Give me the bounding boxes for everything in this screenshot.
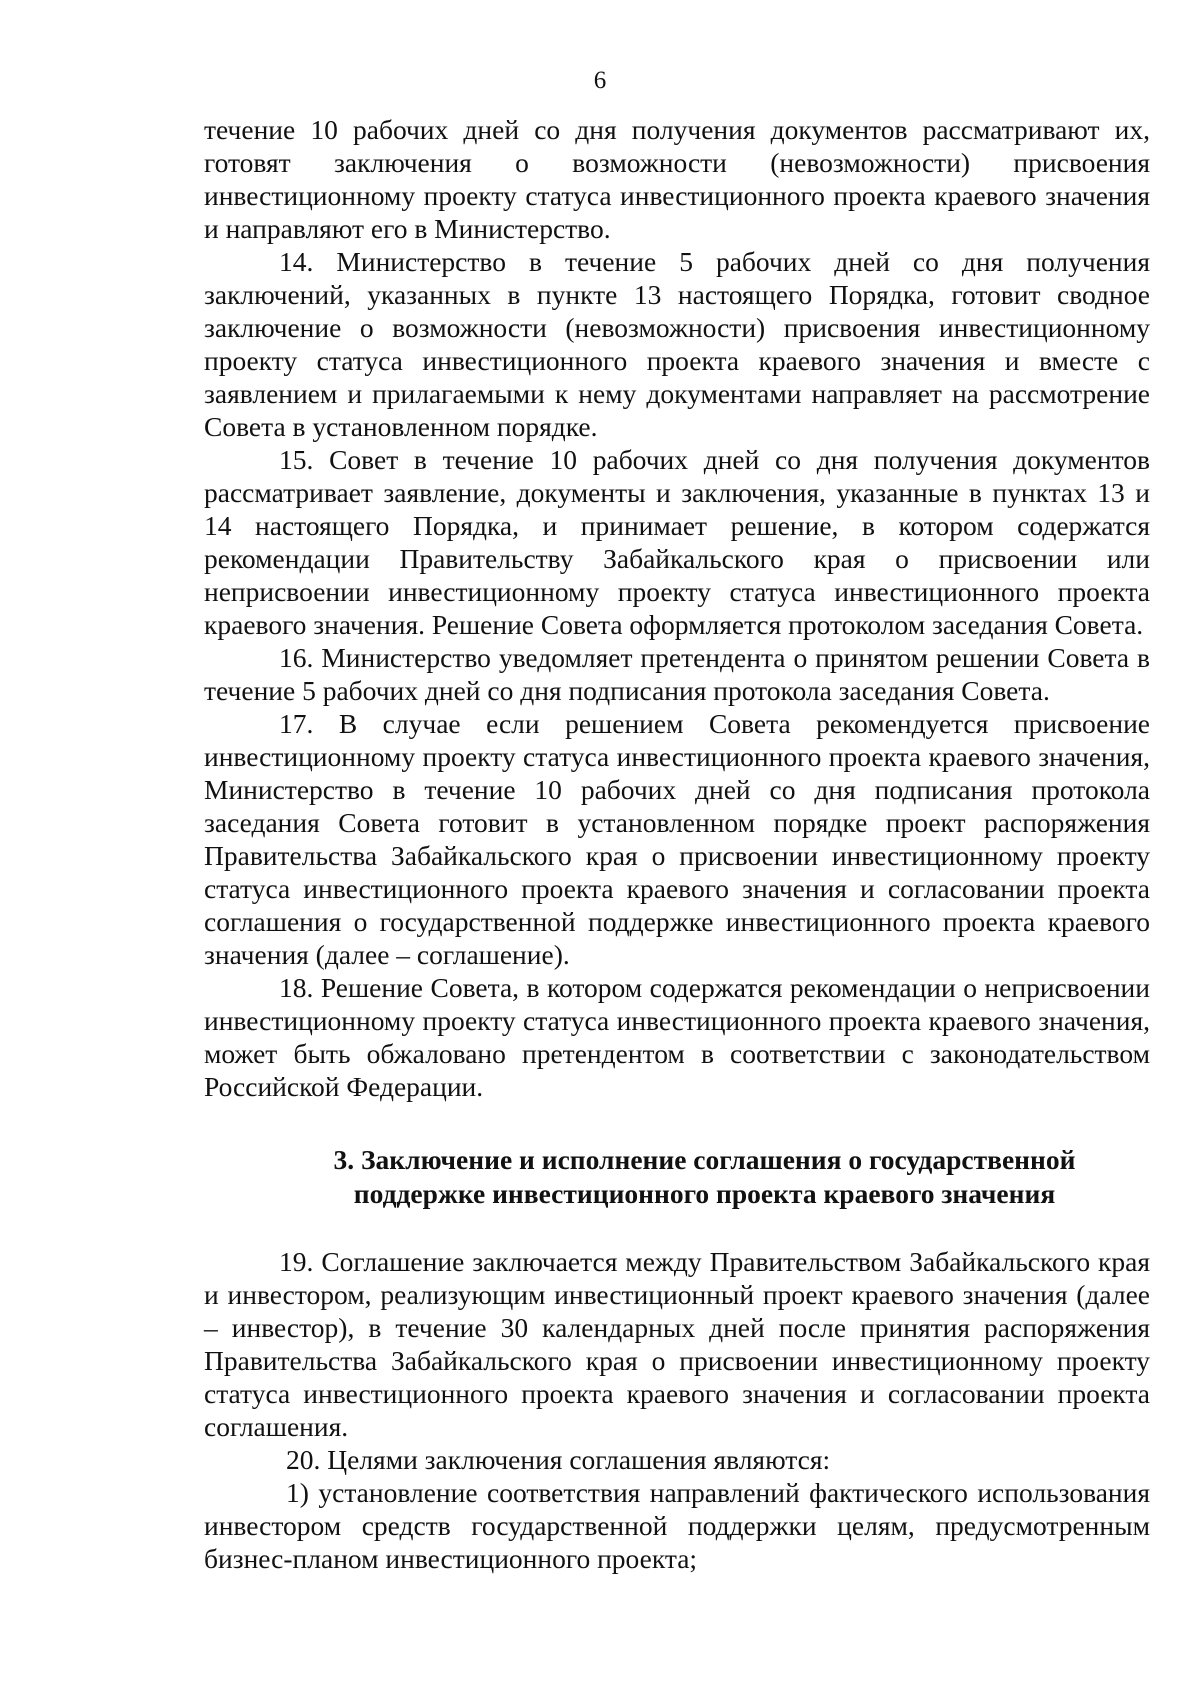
paragraph-19: 19. Соглашение заключается между Правительством Забайкальского края и инвестором, реализующим инвестиционный проект краевого значения (далее – инвестор), в течение 30 календарных дней после принятия распоряжения Правительства Забайкальского края о присвоении инвестиционному проекту статуса инвестиционного проекта краевого значения и согласовании проекта соглашения. bbox=[204, 1246, 1150, 1442]
paragraph-18: 18. Решение Совета, в котором содержатся рекомендации о неприсвоении инвестиционному проекту статуса инвестиционного проекта краевого значения, может быть обжаловано претендентом в соответствии с законодательством Российской Федерации. bbox=[204, 972, 1150, 1102]
paragraph-20-item-1: 1) установление соответствия направлений фактического использования инвестором средств государственной поддержки целям, предусмотренным бизнес-планом инвестиционного проекта; bbox=[204, 1477, 1150, 1574]
section-3-heading bbox=[204, 1143, 1150, 1211]
section-3-heading-line-2: поддержке инвестиционного проекта краевого значения bbox=[353, 1178, 1056, 1209]
document-body bbox=[204, 113, 1150, 1575]
paragraph-16: 16. Министерство уведомляет претендента о принятом решении Совета в течение 5 рабочих дней со дня подписания протокола заседания Совета. bbox=[204, 642, 1150, 706]
paragraph-14: 14. Министерство в течение 5 рабочих дней со дня получения заключений, указанных в пункте 13 настоящего Порядка, готовит сводное заключение о возможности (невозможности) присвоения инвестиционному проекту статуса инвестиционного проекта краевого значения и вместе с заявлением и прилагаемыми к нему документами направляет на рассмотрение Совета в установленном порядке. bbox=[204, 246, 1150, 442]
paragraph-15: 15. Совет в течение 10 рабочих дней со дня получения документов рассматривает заявление, документы и заключения, указанные в пунктах 13 и 14 настоящего Порядка, и принимает решение, в котором содержатся рекомендации Правительству Забайкальского края о присвоении или неприсвоении инвестиционному проекту статуса инвестиционного проекта краевого значения. Решение Совета оформляется протоколом заседания Совета. bbox=[204, 444, 1150, 640]
paragraph-17: 17. В случае если решением Совета рекомендуется присвоение инвестиционному проекту статуса инвестиционного проекта краевого значения, Министерство в течение 10 рабочих дней со дня подписания протокола заседания Совета готовит в установленном порядке проект распоряжения Правительства Забайкальского края о присвоении инвестиционному проекту статуса инвестиционного проекта краевого значения и согласовании проекта соглашения о государственной поддержке инвестиционного проекта краевого значения (далее – соглашение). bbox=[204, 708, 1150, 970]
page-number: 6 bbox=[593, 67, 607, 94]
paragraph-20: 20. Целями заключения соглашения являются: bbox=[286, 1444, 831, 1475]
paragraph-continuation: течение 10 рабочих дней со дня получения документов рассматривают их, готовят заключения о возможности (невозможности) присвоения инвестиционному проекту статуса инвестиционного проекта краевого значения и направляют его в Министерство. bbox=[204, 114, 1150, 244]
section-3-heading-line-1: 3. Заключение и исполнение соглашения о государственной bbox=[333, 1144, 1076, 1175]
